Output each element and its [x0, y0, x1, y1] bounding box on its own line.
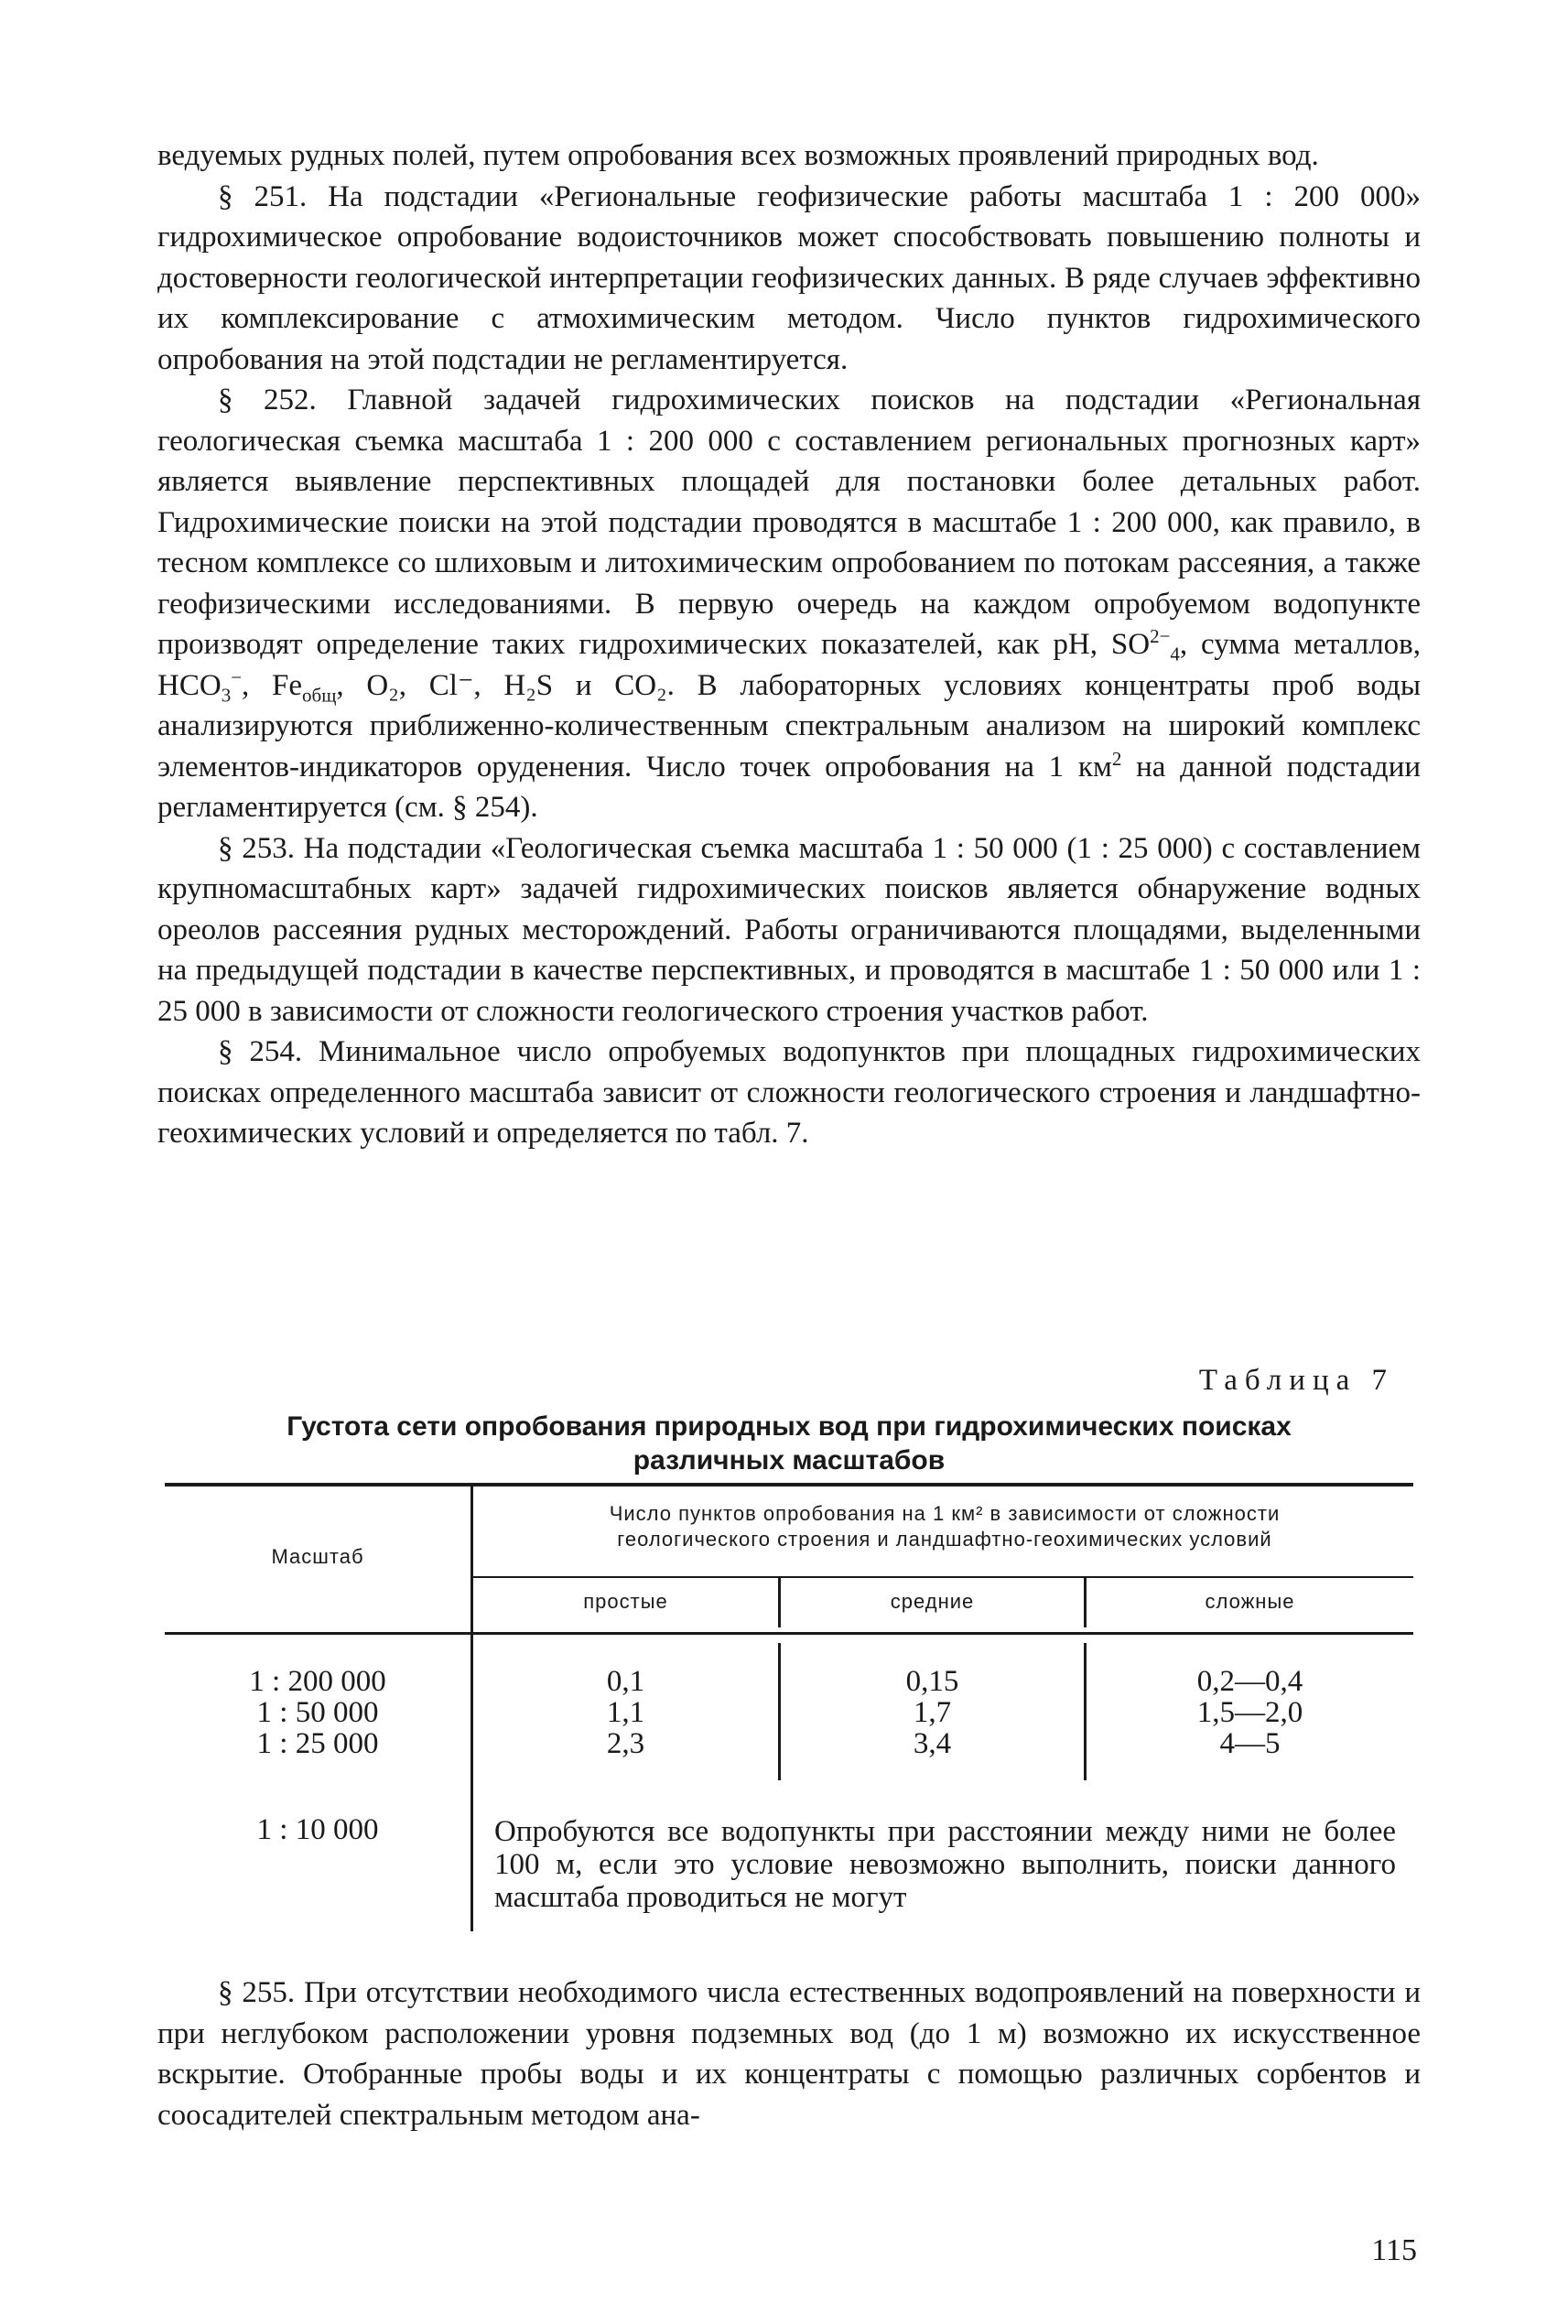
column-simple	[473, 1666, 778, 1759]
paragraph-252-part-a: § 252. Главной задачей гидрохимических поисков на подстадии «Региональная геологическая съемка масштаба 1 : 200 000 с составлением региональных прогнозных карт» является выявление перспективных площадей для постановки более детальных работ. Гидрохимические поиски на этой подстадии проводятся в масштабе 1 : 200 000, как правило, в тесном комплексе со шлиховым и литохимическим опробованием по потокам рассеяния, а также геофизическими исследованиями. В первую очередь на каждом опробуемом водопункте производят определение таких гидрохимических показателей, как pH, SO	[157, 384, 1421, 661]
table-cell-scale: 1 : 200 000	[249, 1665, 386, 1698]
table-cell-medium: 3,4	[913, 1727, 952, 1760]
so4-charge: 2−	[1150, 625, 1171, 647]
table-cell-scale: 1 : 25 000	[256, 1727, 379, 1760]
table-title	[157, 1410, 1421, 1477]
body-text-top	[157, 135, 1421, 1154]
column-scale	[165, 1666, 470, 1759]
paragraph-252	[157, 380, 1421, 828]
table-cell-scale: 1 : 50 000	[256, 1696, 379, 1729]
sampling-density-table	[165, 1483, 1413, 1940]
table-number: Таблица 7	[1198, 1364, 1394, 1397]
hco3-subscript: 3	[221, 684, 232, 707]
table-top-rule	[165, 1483, 1413, 1486]
table-cell-simple: 1,1	[606, 1696, 645, 1729]
column-complex	[1087, 1666, 1413, 1759]
paragraph-continuation: ведуемых рудных полей, путем опробования всех возможных проявлений природных вод.	[157, 139, 1319, 172]
table-header-bottom-rule	[165, 1632, 1413, 1635]
so4-subscript: 4	[1170, 643, 1180, 665]
table-cell-medium: 0,15	[905, 1665, 959, 1698]
column-medium	[781, 1666, 1084, 1759]
table-cell-scale-last: 1 : 10 000	[256, 1813, 379, 1846]
header-simple: простые	[583, 1590, 668, 1613]
table-subheader-rule	[471, 1576, 1413, 1578]
table-title-line-2: различных масштабов	[633, 1445, 946, 1475]
header-group-line-1: Число пунктов опробования на 1 км² в зависимости от сложности	[609, 1502, 1281, 1525]
paragraph-253: § 253. На подстадии «Геологическая съемка масштаба 1 : 50 000 (1 : 25 000) с составлением крупномасштабных карт» задачей гидрохимических поисков является обнаружение водных ореолов рассеяния рудных месторождений. Работы ограничиваются площадями, выделенными на предыдущей подстадии в качестве перспективных, и проводятся в масштабе 1 : 50 000 или 1 : 25 000 в зависимости от сложности геологического строения участков работ.	[157, 831, 1421, 1028]
table-cell-complex: 4—5	[1219, 1727, 1281, 1760]
table-title-line-1: Густота сети опробования природных вод при гидрохимических поисках	[287, 1411, 1292, 1442]
table-cell-complex: 0,2—0,4	[1196, 1665, 1303, 1698]
km-superscript: 2	[1111, 747, 1122, 770]
hco3-charge: −	[231, 665, 243, 688]
header-group	[476, 1501, 1413, 1552]
paragraph-251: § 251. На подстадии «Региональные геофизические работы масштаба 1 : 200 000» гидрохимическое опробование водоисточников может способствовать повышению полноты и достоверности геологической интерпретации геофизических данных. В ряде случаев эффективно их комплексирование с атмохимическим методом. Число пунктов гидрохимического опробования на этой подстадии не регламентируется.	[157, 179, 1421, 376]
fe-subscript: общ	[302, 684, 337, 707]
paragraph-252-part-b: , сумма металлов, HCO	[157, 628, 1421, 702]
table-cell-simple: 2,3	[606, 1727, 645, 1760]
table-cell-simple: 0,1	[606, 1665, 645, 1698]
table-cell-complex: 1,5—2,0	[1196, 1696, 1303, 1729]
table-cell-medium: 1,7	[913, 1696, 952, 1729]
header-scale: Масштаб	[271, 1545, 364, 1568]
body-text-bottom	[157, 1973, 1421, 2135]
paragraph-255: § 255. При отсутствии необходимого числа естественных водопроявлений на поверхности и при неглубоком расположении уровня подземных вод (до 1 м) возможно их искусственное вскрытие. Отобранные пробы воды и их концентраты с помощью различных сорбентов и соосадителей спектральным методом ана-	[157, 1976, 1421, 2132]
table-note-last-row: Опробуются все водопункты при расстоянии между ними не более 100 м, если это условие невозможно выполнить, поиски данного масштаба проводиться не могут	[494, 1815, 1396, 1914]
page-number: 115	[1371, 2233, 1417, 2267]
paragraph-254: § 254. Минимальное число опробуемых водопунктов при площадных гидрохимических поисках определенного масштаба зависит от сложности геологического строения и ландшафтно-геохимических условий и определяется по табл. 7.	[157, 1035, 1421, 1150]
header-complex: сложные	[1205, 1590, 1295, 1613]
paragraph-252-part-e: на данной подстадии регламентируется (см. § 254).	[157, 750, 1422, 824]
header-medium: средние	[890, 1590, 975, 1613]
paragraph-252-part-c: , Fe	[242, 668, 303, 702]
header-group-line-2: геологического строения и ландшафтно-геохимических условий	[617, 1528, 1272, 1551]
paragraph-252-part-d: , O₂, Cl⁻, H₂S и CO₂. В лабораторных условиях концентраты проб воды анализируются приближенно-количественным спектральным анализом на широкий комплекс элементов-индикаторов оруденения. Число точек опробования на 1 км	[157, 668, 1421, 784]
